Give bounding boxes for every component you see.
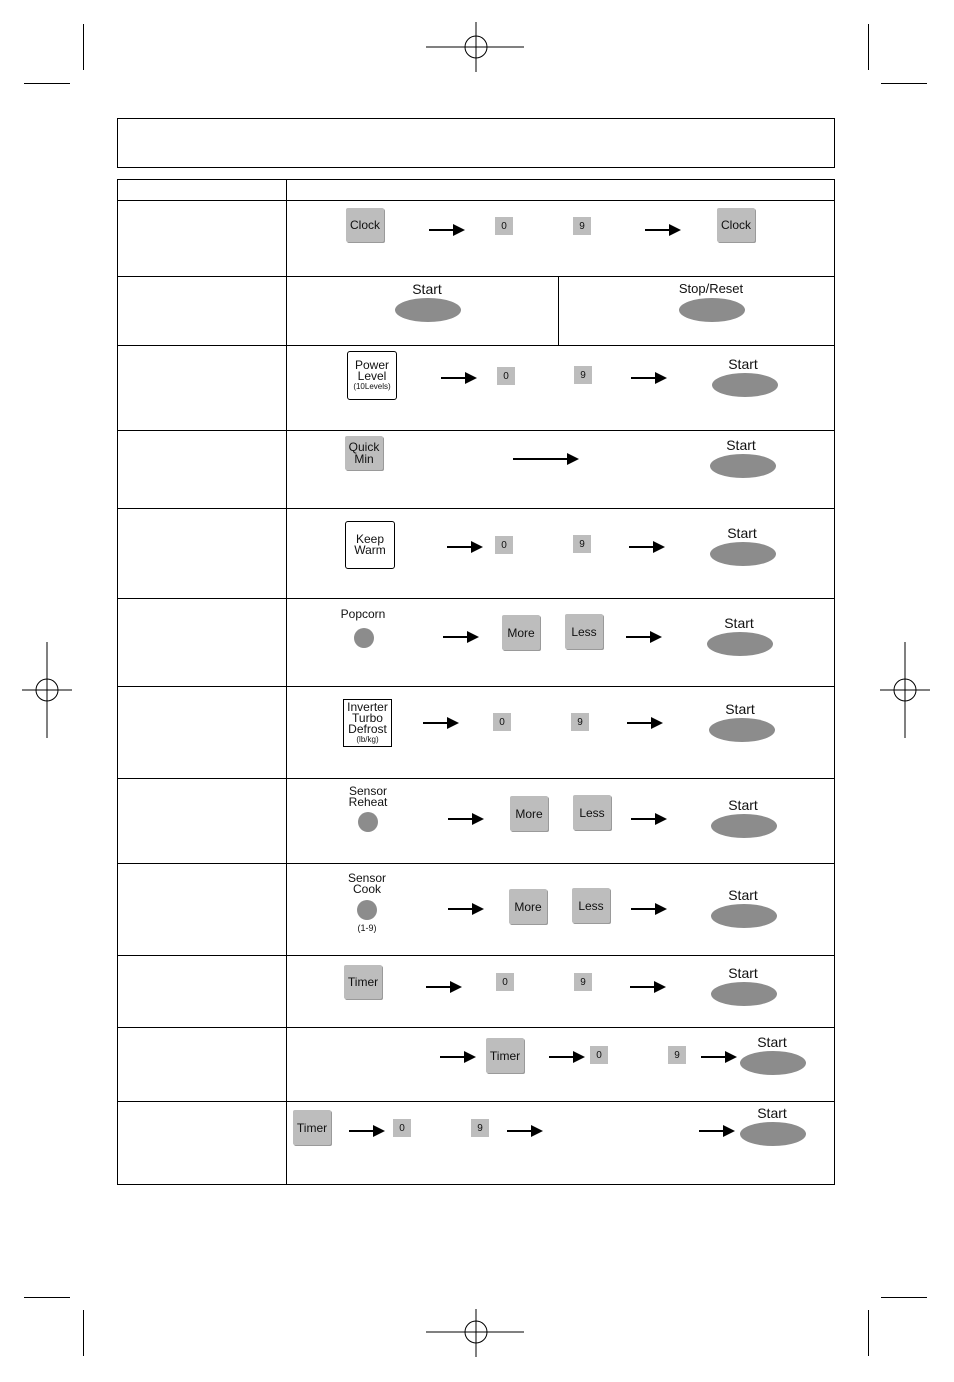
timer-key[interactable]: Timer xyxy=(486,1038,524,1073)
arrow-icon xyxy=(631,818,665,820)
arrow-icon xyxy=(423,722,457,724)
row-divider xyxy=(117,345,835,346)
arrow-icon xyxy=(426,986,460,988)
row-divider xyxy=(117,863,835,864)
start-label: Start xyxy=(725,701,755,717)
arrow-icon xyxy=(699,1130,733,1132)
header-row-divider xyxy=(117,200,835,201)
start-button[interactable] xyxy=(740,1122,806,1146)
start-button[interactable] xyxy=(395,298,461,322)
timer-key[interactable]: Timer xyxy=(344,965,382,999)
row-divider xyxy=(117,955,835,956)
clock-key-confirm[interactable]: Clock xyxy=(717,208,755,242)
sensor-reheat-label: Sensor Reheat xyxy=(348,784,388,809)
more-key[interactable]: More xyxy=(502,615,540,650)
registration-mark-top xyxy=(426,22,526,72)
start-label: Start xyxy=(757,1105,787,1121)
start-label: Start xyxy=(724,615,754,631)
arrow-icon xyxy=(448,908,482,910)
start-button[interactable] xyxy=(740,1051,806,1075)
arrow-icon xyxy=(429,229,463,231)
less-key[interactable]: Less xyxy=(572,888,610,923)
row-divider xyxy=(117,430,835,431)
quick-reference-table xyxy=(117,179,835,1185)
arrow-icon xyxy=(630,986,664,988)
arrow-icon xyxy=(701,1056,735,1058)
number-key-9[interactable]: 9 xyxy=(668,1046,686,1064)
clock-key[interactable]: Clock xyxy=(346,208,384,242)
registration-mark-left xyxy=(22,642,72,738)
number-key-9[interactable]: 9 xyxy=(573,217,591,235)
arrow-icon xyxy=(627,722,661,724)
start-label: Start xyxy=(727,525,757,541)
row-divider xyxy=(117,1027,835,1028)
sensor-cook-label: Sensor Cook xyxy=(347,871,387,896)
number-key-0[interactable]: 0 xyxy=(590,1046,608,1064)
number-key-0[interactable]: 0 xyxy=(497,367,515,385)
timer-key[interactable]: Timer xyxy=(293,1110,331,1145)
crop-mark xyxy=(83,1310,84,1356)
start-label: Start xyxy=(757,1034,787,1050)
arrow-icon xyxy=(513,458,577,460)
arrow-icon xyxy=(441,377,475,379)
row-divider xyxy=(117,276,835,277)
crop-mark xyxy=(881,1297,927,1298)
row-divider xyxy=(117,1101,835,1102)
arrow-icon xyxy=(626,636,660,638)
column-divider xyxy=(286,179,287,1185)
start-button[interactable] xyxy=(707,632,773,656)
quick-min-key[interactable]: Quick Min xyxy=(345,436,383,470)
popcorn-label: Popcorn xyxy=(340,607,386,621)
number-key-0[interactable]: 0 xyxy=(393,1119,411,1137)
arrow-icon xyxy=(629,546,663,548)
registration-mark-right xyxy=(880,642,930,738)
sensor-cook-range: (1-9) xyxy=(357,923,377,933)
title-box xyxy=(117,118,835,168)
start-stop-divider xyxy=(558,276,559,345)
start-label: Start xyxy=(726,437,756,453)
arrow-icon xyxy=(507,1130,541,1132)
arrow-icon xyxy=(447,546,481,548)
start-label: Start xyxy=(412,281,442,297)
less-key[interactable]: Less xyxy=(565,614,603,649)
start-label: Start xyxy=(728,965,758,981)
stop-reset-label: Stop/Reset xyxy=(678,281,744,296)
crop-mark xyxy=(881,83,927,84)
arrow-icon xyxy=(549,1056,583,1058)
row-divider xyxy=(117,598,835,599)
number-key-0[interactable]: 0 xyxy=(496,973,514,991)
row-divider xyxy=(117,508,835,509)
number-key-0[interactable]: 0 xyxy=(495,536,513,554)
start-button[interactable] xyxy=(710,542,776,566)
crop-mark xyxy=(868,24,869,70)
number-key-9[interactable]: 9 xyxy=(571,713,589,731)
crop-mark xyxy=(83,24,84,70)
start-button[interactable] xyxy=(711,814,777,838)
keep-warm-key[interactable]: Keep Warm xyxy=(345,521,395,569)
number-key-9[interactable]: 9 xyxy=(574,366,592,384)
more-key[interactable]: More xyxy=(510,796,548,831)
arrow-icon xyxy=(440,1056,474,1058)
arrow-icon xyxy=(443,636,477,638)
row-divider xyxy=(117,686,835,687)
less-key[interactable]: Less xyxy=(573,795,611,830)
arrow-icon xyxy=(631,908,665,910)
arrow-icon xyxy=(448,818,482,820)
number-key-9[interactable]: 9 xyxy=(573,535,591,553)
start-button[interactable] xyxy=(711,982,777,1006)
number-key-0[interactable]: 0 xyxy=(493,713,511,731)
start-button[interactable] xyxy=(710,454,776,478)
start-label: Start xyxy=(728,887,758,903)
start-button[interactable] xyxy=(709,718,775,742)
more-key[interactable]: More xyxy=(509,889,547,924)
number-key-9[interactable]: 9 xyxy=(574,973,592,991)
crop-mark xyxy=(868,1310,869,1356)
row-divider xyxy=(117,778,835,779)
sensor-reheat-button[interactable] xyxy=(358,812,378,832)
registration-mark-bottom xyxy=(426,1309,526,1357)
number-key-0[interactable]: 0 xyxy=(495,217,513,235)
start-button[interactable] xyxy=(712,373,778,397)
arrow-icon xyxy=(645,229,679,231)
crop-mark xyxy=(24,1297,70,1298)
start-label: Start xyxy=(728,356,758,372)
inverter-turbo-defrost-key[interactable]: Inverter Turbo Defrost (lb/kg) xyxy=(343,699,392,747)
arrow-icon xyxy=(349,1130,383,1132)
crop-mark xyxy=(24,83,70,84)
sensor-cook-button[interactable] xyxy=(357,900,377,920)
arrow-icon xyxy=(631,377,665,379)
stop-reset-button[interactable] xyxy=(679,298,745,322)
popcorn-button[interactable] xyxy=(354,628,374,648)
power-level-key[interactable]: Power Level (10Levels) xyxy=(347,351,397,400)
start-label: Start xyxy=(728,797,758,813)
start-button[interactable] xyxy=(711,904,777,928)
number-key-9[interactable]: 9 xyxy=(471,1119,489,1137)
